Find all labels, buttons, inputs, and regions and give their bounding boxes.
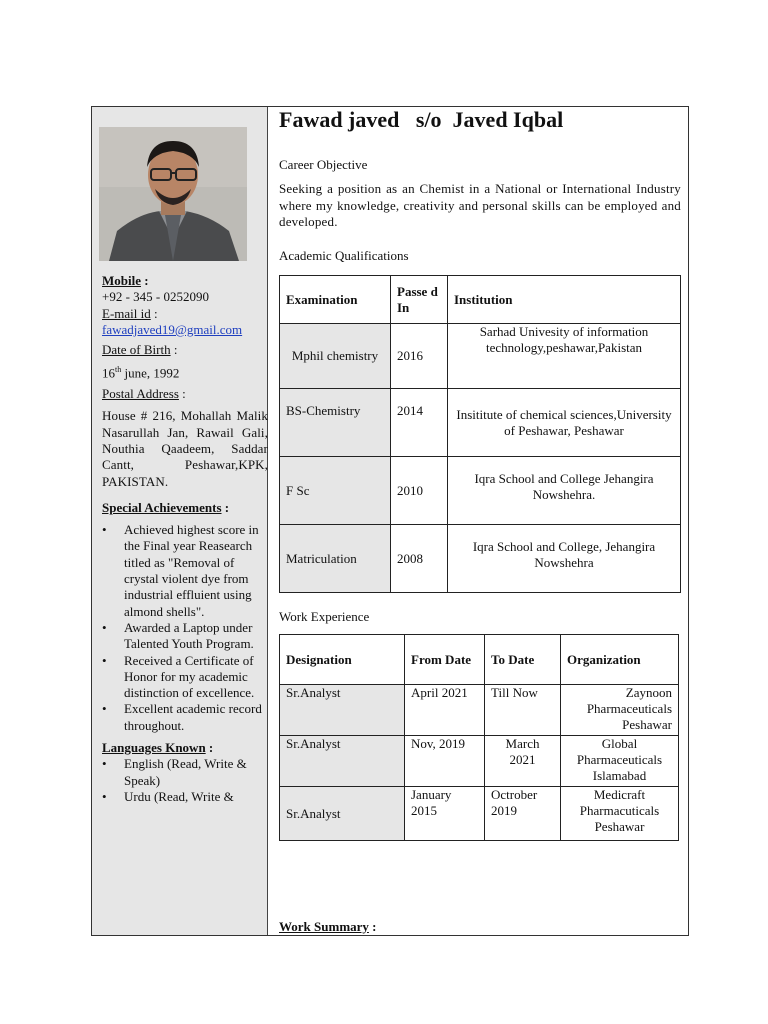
sidebar — [92, 107, 268, 935]
table-row — [280, 787, 679, 841]
contact-section: Mobile : +92 - 345 - 0252090 E-mail id : fawadjaved19@gmail.com Date of Birth : 16th june, 1992 Postal Address : House # 216, Mohallah Malik Nasarullah Jan, Rawail Gali, Nouthia Qaadeem, Saddar Cantt, Peshawar,KPK, PAKISTAN. Special Achievements : • Achieved highest score in the Final year Reasearch titled as "Removal of crystal violent dye from industrial effluient using almond shells". • Awarded a Laptop under Talented Youth Program. • Received a Certificate of Honor for my academic distinction of excellence. • Excellent academic record throughout. Languages Known : • English (Read, Write & Speak) • Urdu (Read, Write & — [102, 273, 268, 805]
table-row — [280, 324, 681, 389]
column-header: Examination — [280, 276, 391, 324]
table-cell: January 2015 — [405, 787, 485, 841]
languages-list — [102, 756, 268, 805]
dob-label: Date of Birth — [102, 342, 171, 358]
table-cell: Sr.Analyst — [280, 787, 405, 841]
work-summary-title: Work Summary — [279, 919, 369, 934]
academic-table — [279, 275, 681, 593]
column-header: Passe d In — [391, 276, 448, 324]
table-header-row — [280, 635, 679, 685]
table-cell: BS-Chemistry — [280, 389, 391, 457]
table-cell: Matriculation — [280, 525, 391, 593]
work-table — [279, 634, 679, 841]
dob-value: 16th june, 1992 — [102, 365, 180, 381]
table-cell: Mphil chemistry — [280, 324, 391, 389]
table-cell: Global Pharmaceuticals Islamabad — [561, 736, 679, 787]
mobile-label: Mobile — [102, 273, 141, 288]
career-objective-title: Career Objective — [279, 157, 368, 172]
table-row — [280, 525, 681, 593]
table-cell: March 2021 — [485, 736, 561, 787]
work-summary-heading: Work Summary : — [279, 919, 377, 934]
mobile-value: +92 - 345 - 0252090 — [102, 289, 209, 305]
list-item: • Achieved highest score in the Final year Reasearch titled as "Removal of crystal violent dye from industrial effluient using almond shells". — [124, 522, 268, 620]
list-item: • English (Read, Write & Speak) — [124, 756, 268, 789]
table-cell: Iqra School and College, Jehangira Nowshehra — [448, 525, 681, 593]
postal-label: Postal Address — [102, 386, 179, 402]
column-header: Designation — [280, 635, 405, 685]
table-row — [280, 736, 679, 787]
table-cell: 2016 — [391, 324, 448, 389]
table-cell: 2008 — [391, 525, 448, 593]
table-cell: Insititute of chemical sciences,University of Peshawar, Peshawar — [448, 389, 681, 457]
list-item: • Received a Certificate of Honor for my academic distinction of excellence. — [124, 653, 268, 702]
academic-title: Academic Qualifications — [279, 247, 409, 263]
table-header-row — [280, 276, 681, 324]
postal-value: House # 216, Mohallah Malik Nasarullah Jan, Rawail Gali, Nouthia Qaadeem, Saddar Cantt, Peshawar,KPK, PAKISTAN. — [102, 408, 268, 489]
list-item: • Urdu (Read, Write & — [124, 789, 268, 805]
work-experience-title: Work Experience — [279, 609, 370, 624]
column-header: Institution — [448, 276, 681, 324]
table-cell: Zaynoon Pharmaceuticals Peshawar — [561, 685, 679, 736]
resume-page — [91, 106, 689, 936]
column-header: To Date — [485, 635, 561, 685]
table-cell: April 2021 — [405, 685, 485, 736]
achievements-list — [102, 522, 268, 734]
email-label: E-mail id — [102, 305, 151, 321]
column-header: From Date — [405, 635, 485, 685]
profile-photo — [99, 127, 247, 261]
candidate-name: Fawad javed s/o Javed Iqbal — [279, 107, 564, 132]
table-cell: Sr.Analyst — [280, 685, 405, 736]
list-item: • Excellent academic record throughout. — [124, 701, 268, 734]
table-cell: 2010 — [391, 457, 448, 525]
achievements-label: Special Achievements — [102, 499, 222, 515]
table-row — [280, 389, 681, 457]
table-cell: Sarhad Univesity of information technology,peshawar,Pakistan — [448, 324, 681, 389]
column-header: Organization — [561, 635, 679, 685]
languages-label: Languages Known — [102, 740, 206, 756]
table-cell: F Sc — [280, 457, 391, 525]
email-link[interactable]: fawadjaved19@gmail.com — [102, 321, 243, 337]
table-cell: 2014 — [391, 389, 448, 457]
career-objective-text: Seeking a position as an Chemist in a National or International Industry where my knowledge, creativity and personal skills can be employed and developed. — [279, 181, 681, 229]
table-cell: Octrober 2019 — [485, 787, 561, 841]
table-row — [280, 685, 679, 736]
table-cell: Till Now — [485, 685, 561, 736]
main-content — [279, 107, 681, 264]
table-cell: Nov, 2019 — [405, 736, 485, 787]
table-cell: Medicraft Pharmacuticals Peshawar — [561, 787, 679, 841]
list-item: • Awarded a Laptop under Talented Youth Program. — [124, 620, 268, 653]
table-row — [280, 457, 681, 525]
table-cell: Iqra School and College Jehangira Nowshehra. — [448, 457, 681, 525]
table-cell: Sr.Analyst — [280, 736, 405, 787]
